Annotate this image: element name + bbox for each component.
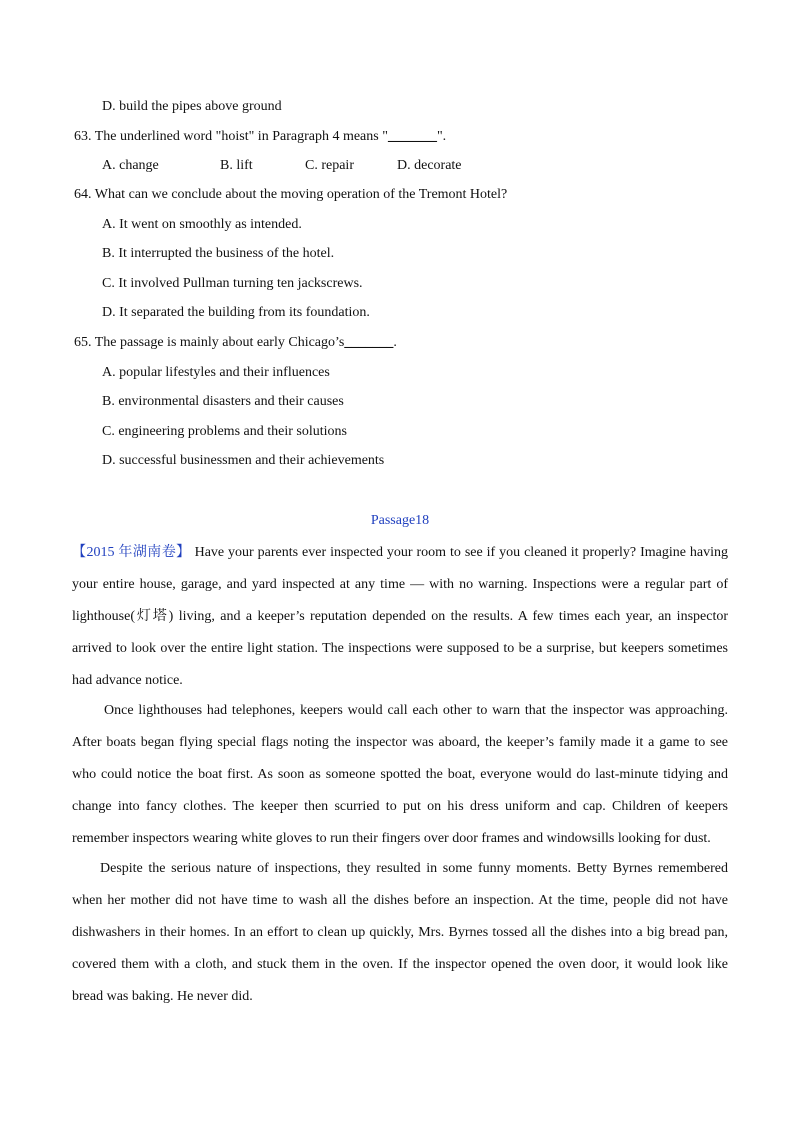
q65-stem (74, 334, 397, 352)
q63-option-b: B. lift (220, 158, 253, 173)
q64-option-b: B. It interrupted the business of the hotel. (102, 246, 335, 261)
q62-option-d: D. build the pipes above ground (102, 99, 282, 114)
q63-option-c: C. repair (305, 158, 354, 173)
q63-stem-text: 63. The underlined word "hoist" in Paragraph 4 means " (74, 129, 388, 144)
q63-option-d: D. decorate (397, 158, 462, 173)
paragraph-1-text: Have your parents ever inspected your room to see if you cleaned it properly? Imagine having your entire house, garage, and yard inspected at any time — with no warning. Inspections were a regular part of lighthouse(灯塔) living, and a keeper’s reputation depended on the results. A few times each year, an inspector arrived to look over the entire light station. The inspections were supposed to be a surprise, but keepers sometimes had advance notice. (72, 545, 729, 688)
passage-paragraph-1 (72, 537, 728, 697)
q64-stem: 64. What can we conclude about the moving operation of the Tremont Hotel? (74, 187, 508, 202)
q65-option-b: B. environmental disasters and their causes (102, 394, 344, 409)
passage-paragraph-3: Despite the serious nature of inspections, they resulted in some funny moments. Betty Byrnes remembered when her mother did not have time to wash all the dishes before an inspection. At the time, people did not have dishwashers in their homes. In an effort to clean up quickly, Mrs. Byrnes tossed all the dishes into a big bread pan, covered them with a cloth, and stuck them in the oven. If the inspector opened the oven door, it would look like bread was baking. He never did. (72, 861, 728, 1004)
q64-option-a: A. It went on smoothly as intended. (102, 217, 302, 232)
q63-blank: _______ (387, 129, 437, 144)
passage-title: Passage18 (370, 513, 430, 528)
q64-option-d: D. It separated the building from its foundation. (102, 305, 370, 320)
passage-paragraph-2: Once lighthouses had telephones, keepers would call each other to warn that the inspector was approaching. After boats began flying special flags noting the inspector was aboard, the keeper’s family made it a game to see who could notice the boat first. As soon as someone spotted the boat, everyone would do last-minute tidying and change into fancy clothes. The keeper then scurried to put on his dress uniform and cap. Children of keepers remember inspectors wearing white gloves to run their fingers over door frames and windowsills looking for dust. (72, 703, 728, 846)
q64-option-c: C. It involved Pullman turning ten jackscrews. (102, 276, 363, 291)
q65-blank: _______ (344, 335, 394, 350)
passage-source: 【2015 年湖南卷】 (72, 545, 191, 560)
q65-stem-text: 65. The passage is mainly about early Chicago’s (74, 335, 345, 350)
q63-option-a: A. change (102, 158, 159, 173)
q63-stem-end: ". (436, 129, 447, 144)
q65-option-a: A. popular lifestyles and their influences (102, 365, 330, 380)
q65-stem-end: . (393, 335, 397, 350)
q65-option-c: C. engineering problems and their solutions (102, 424, 347, 439)
q63-stem (74, 128, 446, 146)
q65-option-d: D. successful businessmen and their achievements (102, 453, 385, 468)
